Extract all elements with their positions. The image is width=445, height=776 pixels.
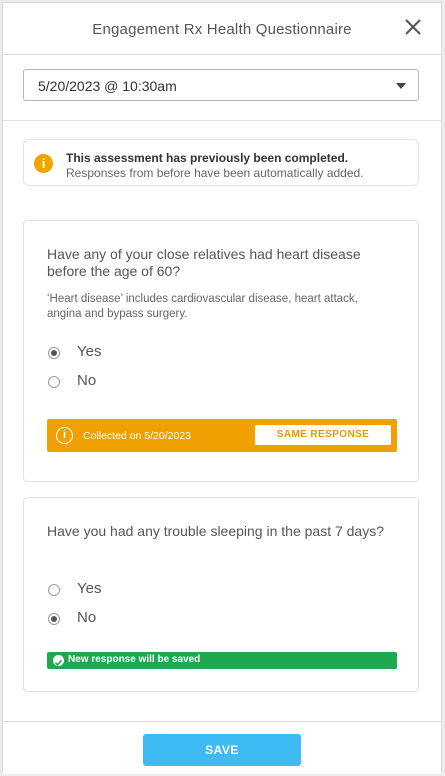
- option-label: Yes: [77, 343, 102, 360]
- question-card-sleep: [23, 497, 419, 692]
- question-text: Have any of your close relatives had heart disease before the age of 60?: [47, 246, 361, 279]
- option-no[interactable]: [47, 372, 247, 394]
- question-card-heart-disease: [23, 220, 419, 482]
- page-title: Engagement Rx Health Questionnaire: [92, 21, 352, 38]
- check-circle-icon: [53, 655, 64, 666]
- questionnaire-panel: [2, 2, 442, 773]
- info-icon: i: [56, 427, 73, 444]
- option-label: No: [77, 609, 97, 626]
- option-label: Yes: [77, 580, 102, 597]
- new-response-status-bar: [47, 652, 397, 669]
- same-response-button[interactable]: SAME RESPONSE: [255, 425, 391, 445]
- collected-date-text: Collected on 5/20/2023: [83, 430, 191, 442]
- footer: [3, 721, 441, 774]
- date-selector-area: [3, 55, 441, 121]
- chevron-down-icon: [396, 83, 406, 89]
- option-yes[interactable]: [47, 580, 247, 602]
- new-response-text: New response will be saved: [68, 654, 201, 665]
- radio-button-checked[interactable]: [48, 347, 60, 359]
- notice-subtitle: Responses from before have been automatically added.: [66, 166, 364, 180]
- radio-button-checked[interactable]: [48, 613, 60, 625]
- info-icon: i: [34, 154, 53, 173]
- question-text: Have you had any trouble sleeping in the past 7 days?: [47, 523, 385, 539]
- option-label: No: [77, 372, 97, 389]
- date-select-dropdown[interactable]: [23, 69, 419, 101]
- option-no[interactable]: [47, 609, 247, 631]
- date-select-value: 5/20/2023 @ 10:30am: [38, 78, 177, 94]
- save-button[interactable]: SAVE: [143, 734, 301, 766]
- radio-button[interactable]: [48, 584, 60, 596]
- header: [3, 3, 441, 55]
- previously-completed-notice: [23, 139, 419, 186]
- radio-button[interactable]: [48, 376, 60, 388]
- close-icon: [403, 17, 423, 37]
- close-button[interactable]: [403, 17, 423, 37]
- question-description: ‘Heart disease’ includes cardiovascular disease, heart attack, angina and bypass surgery.: [47, 293, 358, 320]
- notice-title: This assessment has previously been completed.: [66, 151, 349, 165]
- option-yes[interactable]: [47, 343, 247, 365]
- collected-status-bar: [47, 419, 397, 452]
